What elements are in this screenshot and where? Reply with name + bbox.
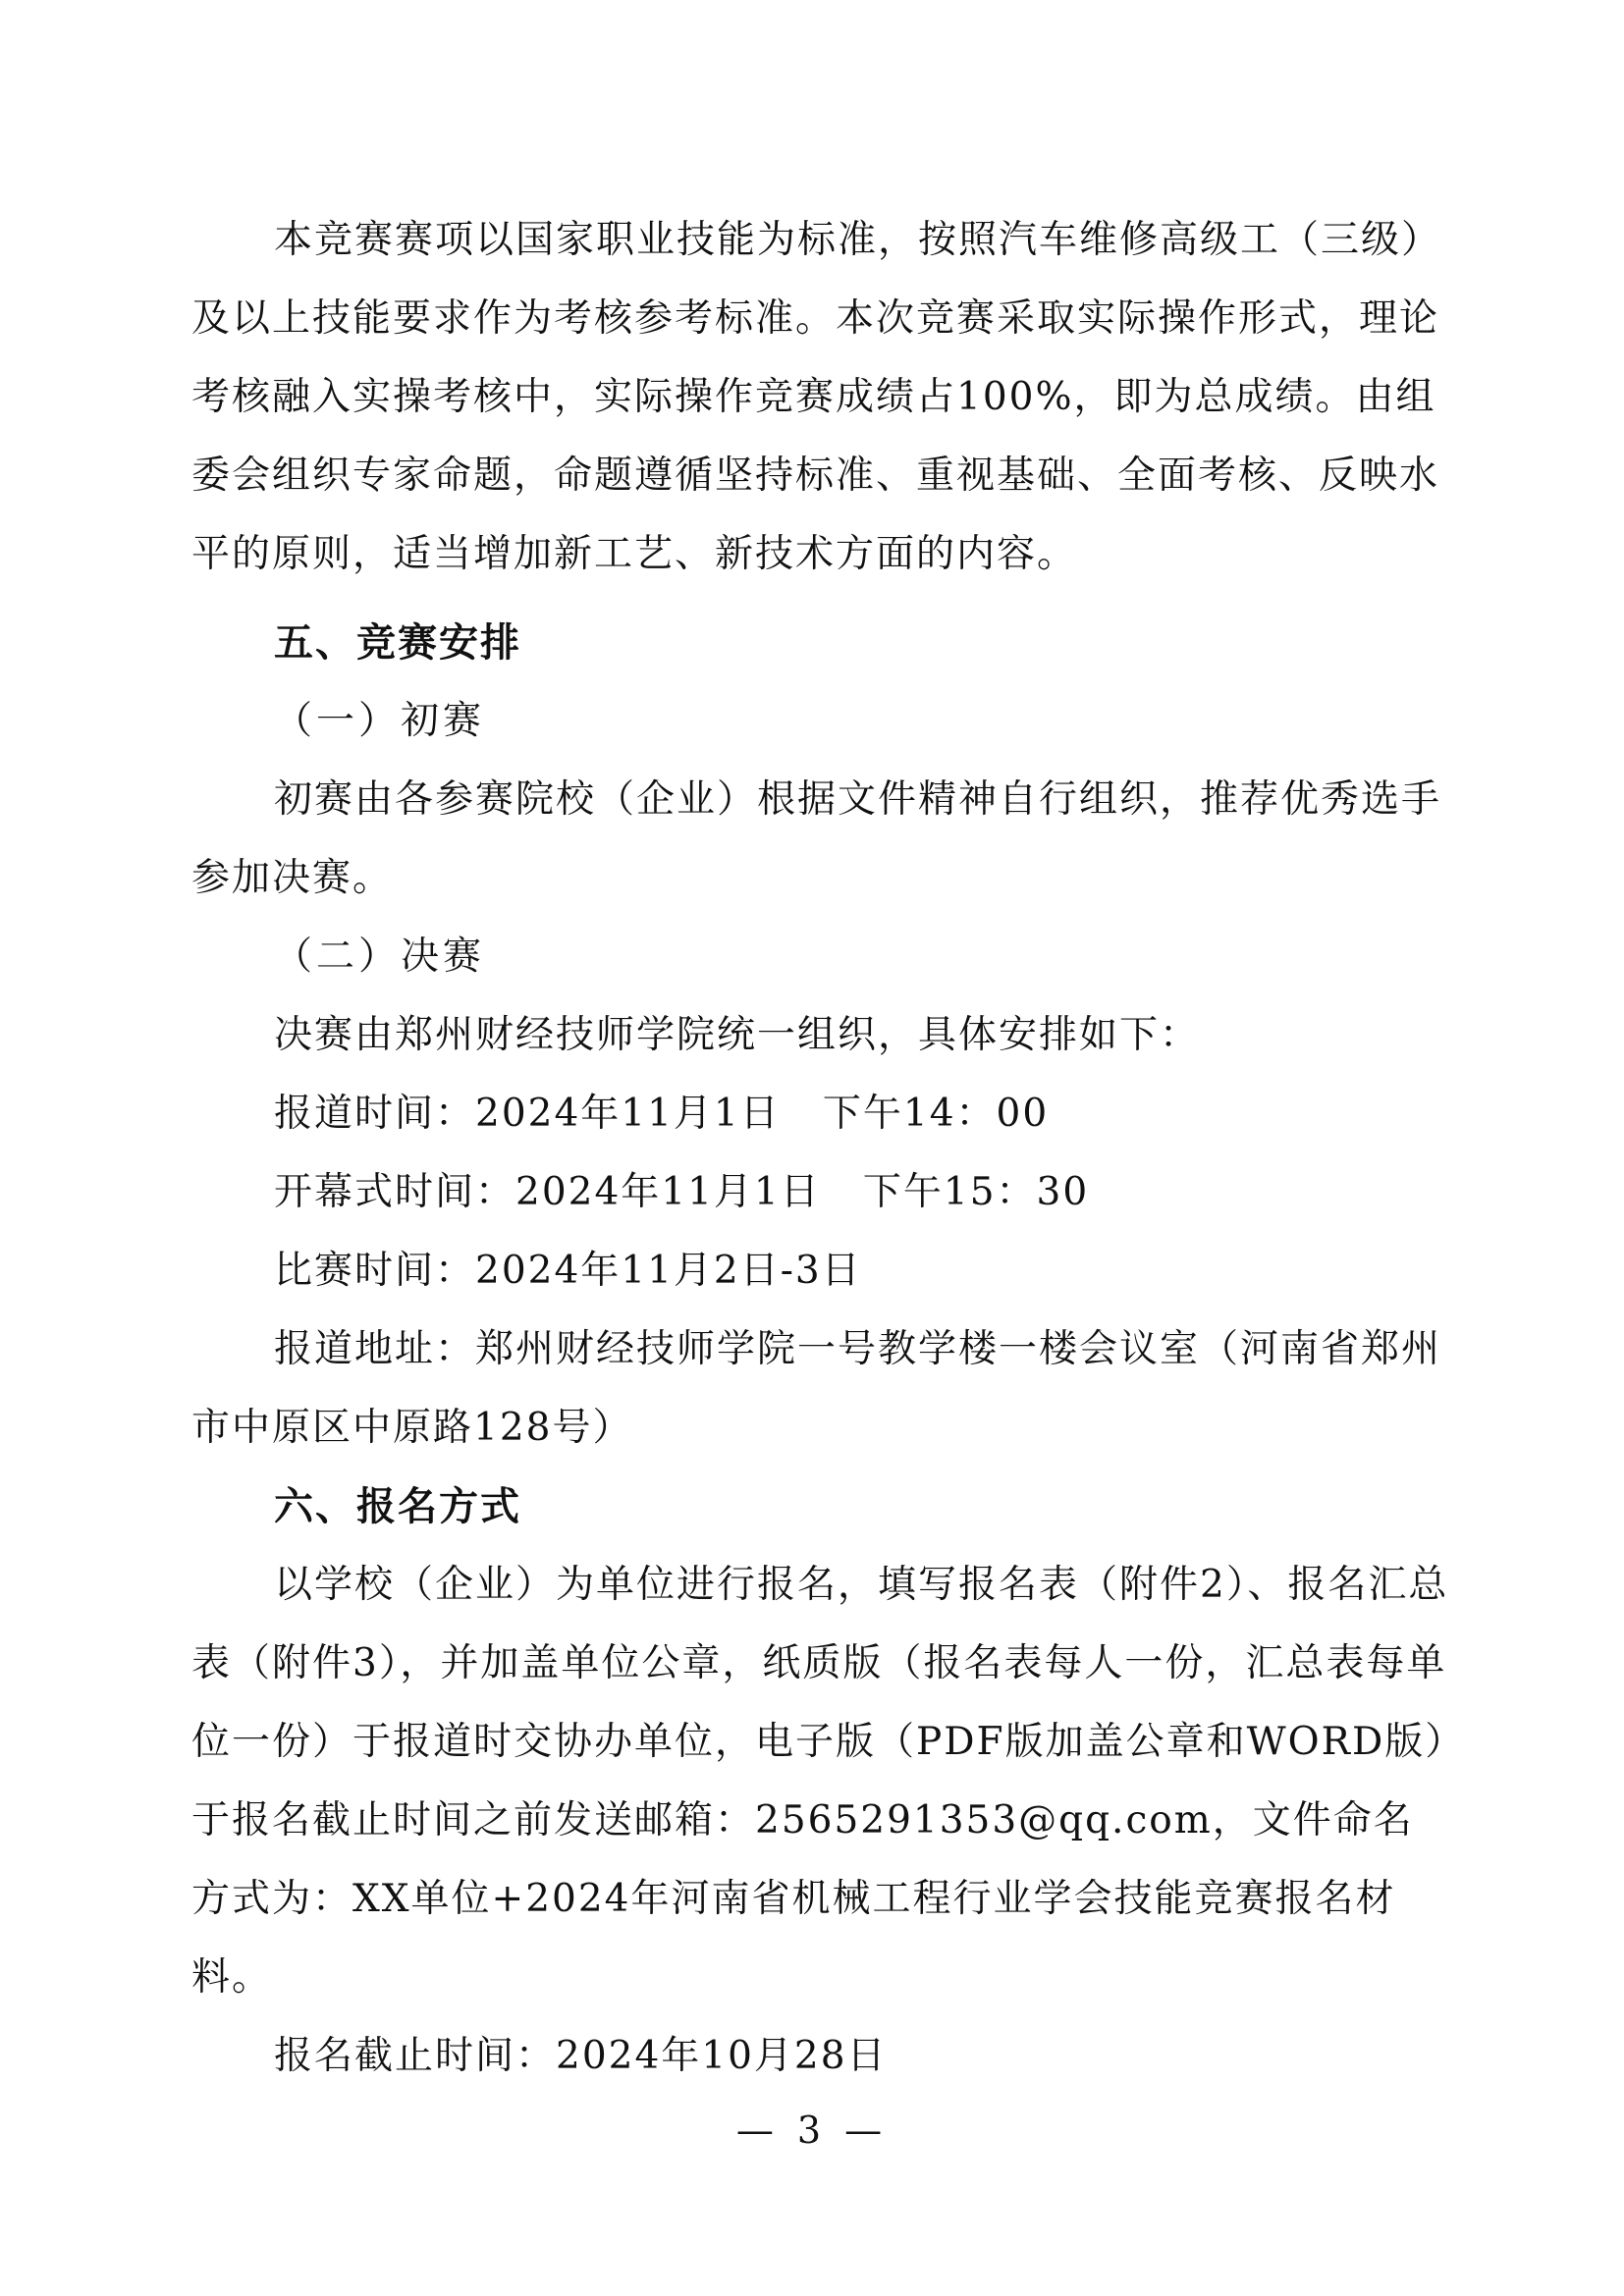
paragraph-registration-method: 以学校（企业）为单位进行报名，填写报名表（附件2）、报名汇总表（附件3），并加盖单位公章，纸质版（报名表每人一份，汇总表每单位一份）于报道时交协办单位，电子版（PDF版加盖公章和WORD版）于报名截止时间之前发送邮箱：2565291353@qq.com，文件命名方式为：XX单位+2024年河南省机械工程行业学会技能竞赛报名材料。 (191, 1563, 1449, 2000)
opening-time-line: 开幕式时间：2024年11月1日 下午15：30 (274, 1170, 1090, 1214)
paragraph-report-address: 报道地址：郑州财经技师学院一号教学楼一楼会议室（河南省郑州市中原区中原路128号） (191, 1327, 1442, 1450)
paragraph-preliminary: 初赛由各参赛院校（企业）根据文件精神自行组织，推荐优秀选手参加决赛。 (191, 777, 1442, 900)
registration-deadline-line: 报名截止时间：2024年10月28日 (274, 2034, 888, 2078)
paragraph-final-intro: 决赛由郑州财经技师学院统一组织，具体安排如下： (274, 1013, 1201, 1057)
page-number: — 3 — (735, 2109, 889, 2152)
subheading-preliminary: （一）初赛 (274, 699, 486, 743)
section-heading-registration: 六、报名方式 (274, 1484, 521, 1529)
match-time-line: 比赛时间：2024年11月2日-3日 (274, 1249, 862, 1293)
report-time-line: 报道时间：2024年11月1日 下午14：00 (274, 1092, 1050, 1136)
subheading-final: （二）决赛 (274, 934, 486, 979)
section-heading-competition-arrangement: 五、竞赛安排 (274, 620, 521, 666)
paragraph-assessment-standard: 本竞赛赛项以国家职业技能为标准，按照汽车维修高级工（三级）及以上技能要求作为考核参考标准。本次竞赛采取实际操作形式，理论考核融入实操考核中，实际操作竞赛成绩占100%，即为总成绩。由组委会组织专家命题，命题遵循坚持标准、重视基础、全面考核、反映水平的原则，适当增加新工艺、新技术方面的内容。 (191, 218, 1442, 576)
